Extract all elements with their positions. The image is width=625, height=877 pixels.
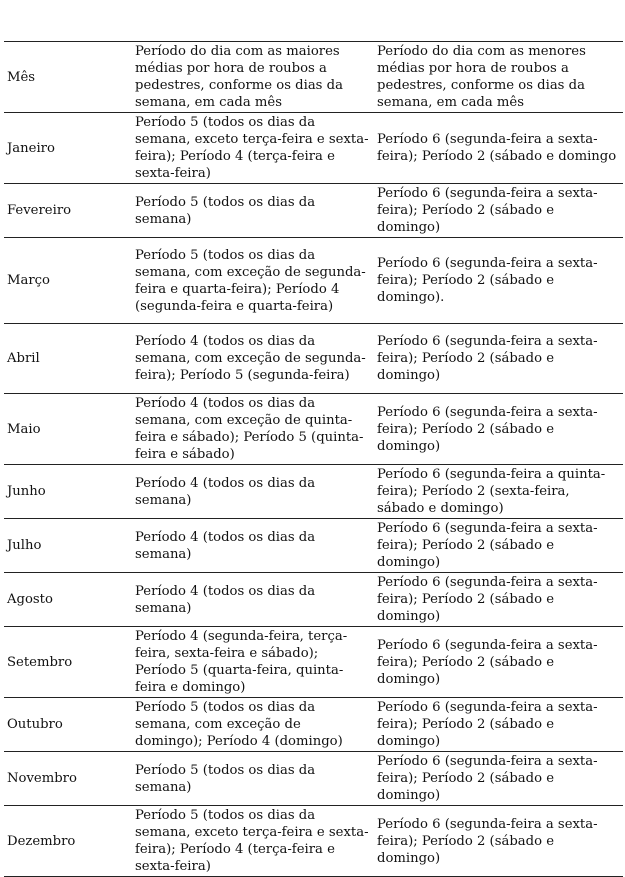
min-period-cell: Período 6 (segunda-feira a sexta-feira); Período 2 (sábado e domingo) — [373, 698, 623, 752]
min-period-cell: Período 6 (segunda-feira a quinta-feira); Período 2 (sexta-feira, sábado e domingo) — [373, 465, 623, 519]
min-period-cell: Período 6 (segunda-feira a sexta-feira); Período 2 (sábado e domingo) — [373, 324, 623, 394]
max-period-cell: Período 5 (todos os dias da semana, com exceção de segunda-feira e quarta-feira); Período 4 (segunda-feira e quarta-feira) — [131, 238, 373, 324]
max-period-cell: Período 4 (segunda-feira, terça-feira, sexta-feira e sábado); Período 5 (quarta-feira, quinta-feira e domingo) — [131, 627, 373, 698]
min-period-cell: Período 6 (segunda-feira a sexta-feira); Período 2 (sábado e domingo) — [373, 627, 623, 698]
month-cell: Janeiro — [4, 113, 131, 184]
max-period-cell: Período 4 (todos os dias da semana) — [131, 573, 373, 627]
min-period-cell: Período 6 (segunda-feira a sexta-feira); Período 2 (sábado e domingo — [373, 113, 623, 184]
table-row — [4, 113, 623, 184]
month-cell: Dezembro — [4, 806, 131, 877]
robbery-periods-table-container — [4, 41, 623, 877]
min-period-cell: Período 6 (segunda-feira a sexta-feira); Período 2 (sábado e domingo) — [373, 573, 623, 627]
min-period-cell: Período 6 (segunda-feira a sexta-feira); Período 2 (sábado e domingo) — [373, 806, 623, 877]
table-row — [4, 752, 623, 806]
month-cell: Junho — [4, 465, 131, 519]
max-period-cell: Período 4 (todos os dias da semana) — [131, 465, 373, 519]
month-cell: Março — [4, 238, 131, 324]
min-period-cell: Período 6 (segunda-feira a sexta-feira); Período 2 (sábado e domingo) — [373, 519, 623, 573]
month-cell: Fevereiro — [4, 184, 131, 238]
month-cell: Julho — [4, 519, 131, 573]
max-period-cell: Período 5 (todos os dias da semana, com exceção de domingo); Período 4 (domingo) — [131, 698, 373, 752]
table-row — [4, 806, 623, 877]
min-period-cell: Período 6 (segunda-feira a sexta-feira); Período 2 (sábado e domingo). — [373, 238, 623, 324]
header-month: Mês — [4, 42, 131, 113]
table-row — [4, 394, 623, 465]
min-period-cell: Período 6 (segunda-feira a sexta-feira); Período 2 (sábado e domingo) — [373, 752, 623, 806]
min-period-cell: Período 6 (segunda-feira a sexta-feira); Período 2 (sábado e domingo) — [373, 394, 623, 465]
table-row — [4, 324, 623, 394]
month-cell: Agosto — [4, 573, 131, 627]
max-period-cell: Período 5 (todos os dias da semana) — [131, 752, 373, 806]
table-row — [4, 519, 623, 573]
min-period-cell: Período 6 (segunda-feira a sexta-feira); Período 2 (sábado e domingo) — [373, 184, 623, 238]
table-row — [4, 465, 623, 519]
month-cell: Novembro — [4, 752, 131, 806]
table-row — [4, 627, 623, 698]
month-cell: Abril — [4, 324, 131, 394]
header-min-period: Período do dia com as menores médias por hora de roubos a pedestres, conforme os dias da semana, em cada mês — [373, 42, 623, 113]
max-period-cell: Período 5 (todos os dias da semana, exceto terça-feira e sexta-feira); Período 4 (terça-feira e sexta-feira) — [131, 113, 373, 184]
header-max-period: Período do dia com as maiores médias por hora de roubos a pedestres, conforme os dias da semana, em cada mês — [131, 42, 373, 113]
table-row — [4, 184, 623, 238]
max-period-cell: Período 4 (todos os dias da semana) — [131, 519, 373, 573]
table-header-row — [4, 42, 623, 113]
month-cell: Setembro — [4, 627, 131, 698]
max-period-cell: Período 5 (todos os dias da semana, exceto terça-feira e sexta-feira); Período 4 (terça-feira e sexta-feira) — [131, 806, 373, 877]
max-period-cell: Período 4 (todos os dias da semana, com exceção de quinta-feira e sábado); Período 5 (quinta-feira e sábado) — [131, 394, 373, 465]
table-row — [4, 238, 623, 324]
robbery-periods-table — [4, 41, 623, 877]
max-period-cell: Período 4 (todos os dias da semana, com exceção de segunda-feira); Período 5 (segunda-feira) — [131, 324, 373, 394]
max-period-cell: Período 5 (todos os dias da semana) — [131, 184, 373, 238]
table-row — [4, 573, 623, 627]
month-cell: Maio — [4, 394, 131, 465]
month-cell: Outubro — [4, 698, 131, 752]
table-row — [4, 698, 623, 752]
